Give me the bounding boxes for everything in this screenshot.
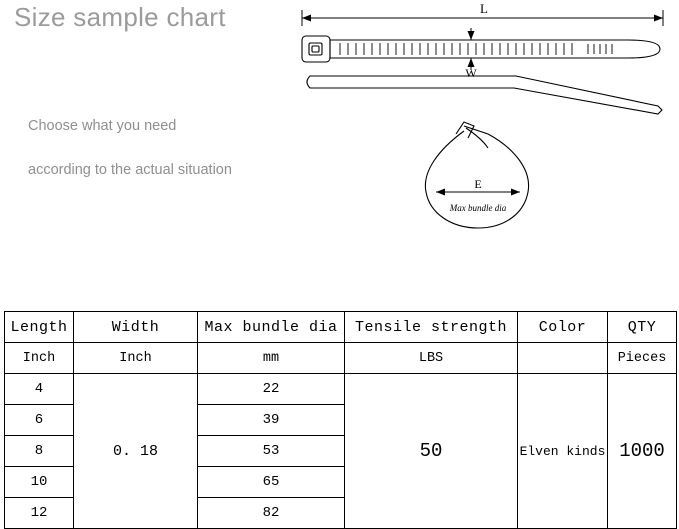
header-color: Color xyxy=(518,312,608,343)
diameter-label: E xyxy=(474,177,482,191)
unit-tensile-strength: LBS xyxy=(345,343,518,374)
header-max-bundle-dia: Max bundle dia xyxy=(198,312,345,343)
cell-bundle-dia-1: 22 xyxy=(198,374,345,405)
cell-bundle-dia-2: 39 xyxy=(198,405,345,436)
cell-color-value: Elven kinds xyxy=(518,374,608,529)
cable-tie-tapered xyxy=(307,76,662,114)
header-tensile-strength: Tensile strength xyxy=(345,312,518,343)
unit-length: Inch xyxy=(5,343,74,374)
cell-bundle-dia-5: 82 xyxy=(198,498,345,529)
intro-line-2: according to the actual situation xyxy=(28,162,232,178)
cable-tie-straight-top xyxy=(302,36,660,62)
unit-qty: Pieces xyxy=(608,343,677,374)
table-header-row xyxy=(5,312,677,343)
spec-table xyxy=(4,311,677,529)
length-label: L xyxy=(480,1,488,16)
cell-bundle-dia-3: 53 xyxy=(198,436,345,467)
cell-qty-value: 1000 xyxy=(608,374,677,529)
header-qty: QTY xyxy=(608,312,677,343)
width-label: W xyxy=(465,66,477,80)
page-title: Size sample chart xyxy=(14,2,226,32)
cell-length-1: 4 xyxy=(5,374,74,405)
max-bundle-dia-label: Max bundle dia xyxy=(449,203,507,213)
intro-line-1: Choose what you need xyxy=(28,118,177,134)
spec-table-wrapper xyxy=(4,311,676,529)
cell-length-3: 8 xyxy=(5,436,74,467)
table-unit-row xyxy=(5,343,677,374)
unit-color xyxy=(518,343,608,374)
cell-length-2: 6 xyxy=(5,405,74,436)
unit-width: Inch xyxy=(74,343,198,374)
cell-tensile-value: 50 xyxy=(345,374,518,529)
cell-length-4: 10 xyxy=(5,467,74,498)
cell-length-5: 12 xyxy=(5,498,74,529)
cell-bundle-dia-4: 65 xyxy=(198,467,345,498)
table-row xyxy=(5,374,677,405)
cell-width-value: 0. 18 xyxy=(74,374,198,529)
header-width: Width xyxy=(74,312,198,343)
cable-tie-diagram xyxy=(288,0,679,240)
unit-max-bundle-dia: mm xyxy=(198,343,345,374)
header-length: Length xyxy=(5,312,74,343)
width-dimension-arrow xyxy=(468,28,475,70)
